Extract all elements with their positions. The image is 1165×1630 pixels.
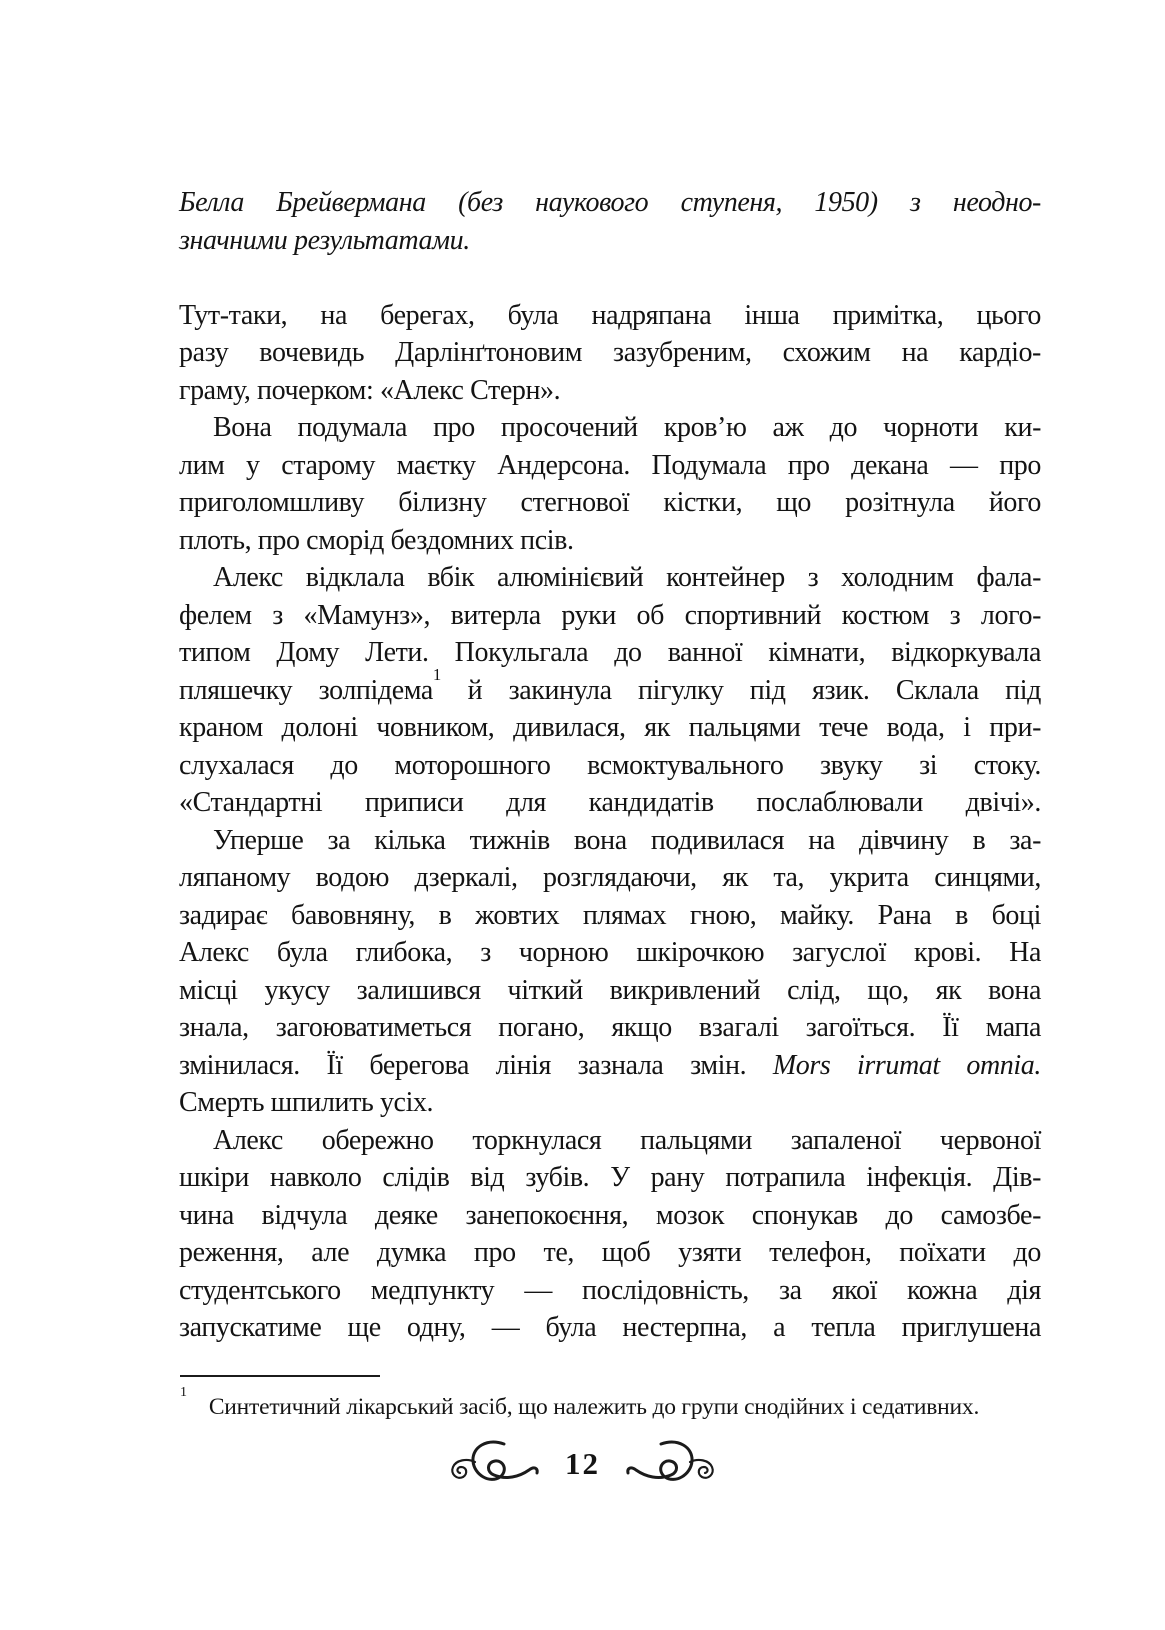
page-number: 12 <box>565 1446 600 1481</box>
footnote-text: Синтетичний лікарський засіб, що належить до групи снодійних і седативних. <box>208 1394 980 1420</box>
text-line: слухалася до моторошного всмоктувального звуку зі стоку. <box>179 749 1041 781</box>
text-line: Уперше за кілька тижнів вона подивилася на дівчину в за- <box>213 824 1041 856</box>
text-line: краном долоні човником, дивилася, як пальцями тече вода, і при- <box>179 712 1041 743</box>
text-line: задирає бавовняну, в жовтих плямах гною, майку. Рана в боці <box>179 899 1041 931</box>
text-line: реження, але думка про те, щоб узяти телефон, поїхати до <box>179 1237 1041 1268</box>
text-line: знала, загоюватиметься погано, якщо взагалі загоїться. Її мапа <box>179 1012 1041 1043</box>
page-body <box>179 184 1041 1347</box>
text-line: Алекс відклала вбік алюмінієвий контейнер з холодним фала- <box>213 562 1041 593</box>
footnote <box>180 1385 1042 1422</box>
text-line: Вона подумала про просочений кров’ю аж до чорноти ки- <box>213 412 1041 443</box>
footnote-marker: 1 <box>180 1385 187 1401</box>
text-line: ляпаному водою дзеркалі, розглядаючи, як та, укрита синцями, <box>179 862 1041 893</box>
text-line: Смерть шпилить усіх. <box>179 1087 434 1118</box>
footnote-separator <box>180 1375 380 1377</box>
paragraph <box>179 184 1041 259</box>
text-line: шкіри навколо слідів від зубів. У рану потрапила інфекція. Дів- <box>179 1162 1041 1193</box>
text-line: Белла Брейвермана (без наукового ступеня, 1950) з неодно- <box>179 187 1041 218</box>
text-line: плоть, про сморід бездомних псів. <box>179 524 574 556</box>
text-line: змінилася. Її берегова лінія зазнала змін. Mors irrumat omnia. <box>179 1049 1041 1081</box>
text-line: Тут-таки, на берегах, була надряпана інша примітка, цього <box>179 299 1041 331</box>
text-line: приголомшливу білизну стегнової кістки, що розітнула його <box>179 487 1041 518</box>
text-line: запускатиме ще одну, — була нестерпна, а тепла приглушена <box>179 1312 1041 1343</box>
text-line: пляшечку золпідема$^1$ й закинула пігулку під язик. Склала під <box>179 664 1041 706</box>
paragraph <box>179 822 1041 1122</box>
text-line: Алекс була глибока, з чорною шкірочкою загуслої крові. На <box>179 937 1041 968</box>
text-line: Алекс обережно торкнулася пальцями запаленої червоної <box>213 1124 1041 1156</box>
flourish-left-icon <box>441 1438 541 1490</box>
flourish-right-icon <box>624 1438 724 1490</box>
paragraph <box>179 409 1041 559</box>
page-footer <box>0 1438 1165 1490</box>
text-line: фелем з «Мамунз», витерла руки об спортивний костюм з лого- <box>179 599 1041 631</box>
paragraph <box>179 297 1041 410</box>
text-line: лим у старому маєтку Андерсона. Подумала про декана — про <box>179 449 1041 481</box>
paragraph <box>179 1122 1041 1347</box>
text-line: граму, почерком: «Алекс Стерн». <box>179 374 561 406</box>
text-line: типом Дому Лети. Покульгала до ванної кімнати, відкоркувала <box>179 637 1041 668</box>
text-line: разу вочевидь Дарлінґтоновим зазубреним, схожим на кардіо- <box>179 337 1041 368</box>
text-line: місці укусу залишився чіткий викривлений слід, що, як вона <box>179 974 1041 1006</box>
text-line: студентського медпункту — послідовність, за якої кожна дія <box>179 1274 1041 1306</box>
paragraph <box>179 559 1041 822</box>
text-line: чина відчула деяке занепокоєння, мозок спонукав до самозбе- <box>179 1199 1041 1231</box>
text-line: значними результатами. <box>179 224 470 256</box>
text-line: «Стандартні приписи для кандидатів послаблювали двічі». <box>179 787 1041 818</box>
